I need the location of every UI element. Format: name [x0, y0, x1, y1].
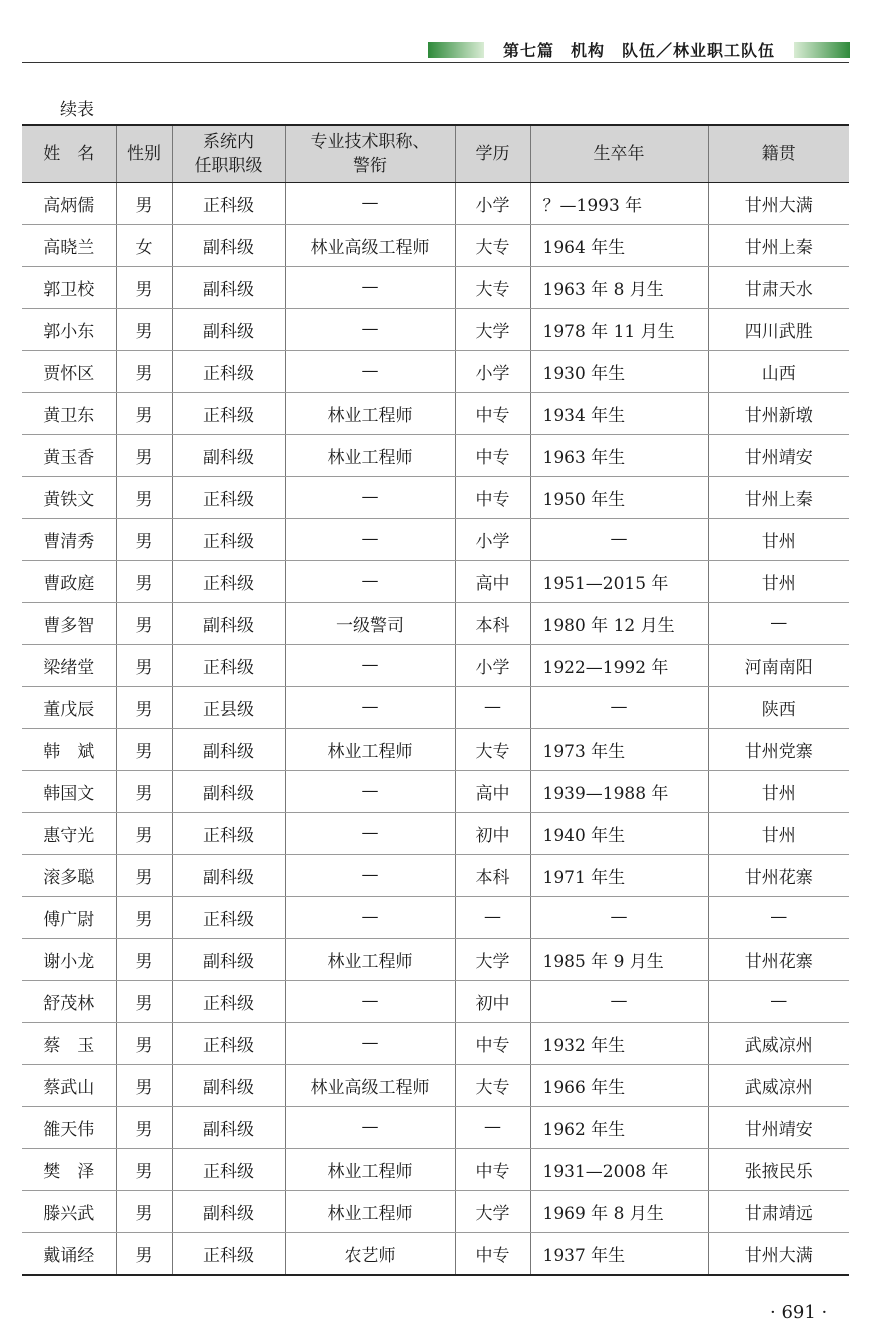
cell-native-place: 甘州靖安 — [708, 1106, 849, 1148]
cell-gender: 男 — [116, 686, 172, 728]
cell-name: 曹多智 — [22, 602, 116, 644]
table-row — [22, 602, 849, 644]
cell-gender: 男 — [116, 1148, 172, 1190]
cell-name: 蔡 玉 — [22, 1022, 116, 1064]
cell-title: — — [285, 896, 455, 938]
cell-gender: 男 — [116, 560, 172, 602]
cell-native-place: 武威凉州 — [708, 1022, 849, 1064]
page-number: · 691 · — [770, 1302, 828, 1323]
cell-gender: 男 — [116, 1232, 172, 1275]
cell-life-years: 1963 年 8 月生 — [530, 266, 708, 308]
cell-native-place: 陕西 — [708, 686, 849, 728]
cell-education: 中专 — [455, 392, 530, 434]
cell-name: 韩 斌 — [22, 728, 116, 770]
cell-rank: 副科级 — [172, 602, 285, 644]
cell-name: 曹政庭 — [22, 560, 116, 602]
table-header-row — [22, 125, 849, 182]
cell-native-place: 甘州 — [708, 560, 849, 602]
cell-title: 林业工程师 — [285, 938, 455, 980]
column-header-gender — [116, 125, 172, 182]
table-row — [22, 434, 849, 476]
cell-gender: 男 — [116, 1022, 172, 1064]
cell-native-place: 甘州大满 — [708, 1232, 849, 1275]
cell-life-years: 1951—2015 年 — [530, 560, 708, 602]
cell-rank: 正科级 — [172, 812, 285, 854]
cell-title: 林业高级工程师 — [285, 1064, 455, 1106]
column-header-life-years — [530, 125, 708, 182]
column-header-text: 姓 名 — [43, 143, 95, 164]
cell-life-years: 1978 年 11 月生 — [530, 308, 708, 350]
column-header-name — [22, 125, 116, 182]
cell-education: — — [455, 1106, 530, 1148]
cell-education: 初中 — [455, 812, 530, 854]
cell-gender: 男 — [116, 1190, 172, 1232]
cell-title: — — [285, 518, 455, 560]
header-bar-right-decoration — [794, 42, 850, 58]
cell-education: 小学 — [455, 350, 530, 392]
cell-rank: 副科级 — [172, 224, 285, 266]
cell-rank: 正科级 — [172, 518, 285, 560]
cell-life-years: 1934 年生 — [530, 392, 708, 434]
cell-gender: 男 — [116, 350, 172, 392]
table-row — [22, 224, 849, 266]
cell-gender: 男 — [116, 182, 172, 224]
table-row — [22, 938, 849, 980]
table-row — [22, 728, 849, 770]
cell-native-place: 甘州花寨 — [708, 938, 849, 980]
cell-native-place: 甘州靖安 — [708, 434, 849, 476]
cell-gender: 男 — [116, 812, 172, 854]
cell-life-years: 1969 年 8 月生 — [530, 1190, 708, 1232]
header-title: 第七篇 机构 队伍／林业职工队伍 — [502, 41, 775, 60]
cell-rank: 正科级 — [172, 1148, 285, 1190]
table-row — [22, 308, 849, 350]
cell-rank: 正科级 — [172, 896, 285, 938]
cell-name: 贾怀区 — [22, 350, 116, 392]
table-row — [22, 770, 849, 812]
cell-life-years: 1966 年生 — [530, 1064, 708, 1106]
cell-life-years: 1939—1988 年 — [530, 770, 708, 812]
cell-native-place: — — [708, 980, 849, 1022]
cell-title: 林业工程师 — [285, 728, 455, 770]
cell-native-place: 甘州 — [708, 770, 849, 812]
cell-name: 曹清秀 — [22, 518, 116, 560]
cell-life-years: 1962 年生 — [530, 1106, 708, 1148]
column-header-text: 生卒年 — [593, 143, 645, 164]
cell-name: 黄铁文 — [22, 476, 116, 518]
cell-education: 本科 — [455, 854, 530, 896]
cell-gender: 男 — [116, 518, 172, 560]
table-row — [22, 1190, 849, 1232]
column-header-text: 警衔 — [353, 155, 387, 176]
cell-gender: 男 — [116, 938, 172, 980]
cell-life-years: 1980 年 12 月生 — [530, 602, 708, 644]
cell-rank: 副科级 — [172, 434, 285, 476]
personnel-table — [22, 124, 849, 1276]
cell-gender: 男 — [116, 1064, 172, 1106]
cell-name: 梁绪堂 — [22, 644, 116, 686]
header-bar-left-decoration — [428, 42, 484, 58]
cell-education: 大学 — [455, 308, 530, 350]
cell-rank: 正科级 — [172, 560, 285, 602]
cell-gender: 男 — [116, 266, 172, 308]
cell-name: 滕兴武 — [22, 1190, 116, 1232]
table-row — [22, 560, 849, 602]
cell-native-place: 甘肃靖远 — [708, 1190, 849, 1232]
cell-title: 林业高级工程师 — [285, 224, 455, 266]
table-row — [22, 896, 849, 938]
cell-rank: 正科级 — [172, 476, 285, 518]
cell-native-place: 甘州 — [708, 812, 849, 854]
cell-title: — — [285, 560, 455, 602]
cell-title: 农艺师 — [285, 1232, 455, 1275]
cell-life-years: 1940 年生 — [530, 812, 708, 854]
cell-name: 蔡武山 — [22, 1064, 116, 1106]
cell-education: 小学 — [455, 644, 530, 686]
cell-gender: 男 — [116, 434, 172, 476]
cell-education: — — [455, 896, 530, 938]
table-row — [22, 350, 849, 392]
table-row — [22, 686, 849, 728]
cell-rank: 正科级 — [172, 1232, 285, 1275]
cell-rank: 正科级 — [172, 980, 285, 1022]
cell-education: 大专 — [455, 224, 530, 266]
cell-name: 高晓兰 — [22, 224, 116, 266]
cell-life-years: 1922—1992 年 — [530, 644, 708, 686]
cell-native-place: 甘州 — [708, 518, 849, 560]
table-row — [22, 392, 849, 434]
cell-name: 傅广尉 — [22, 896, 116, 938]
table-row — [22, 854, 849, 896]
cell-gender: 男 — [116, 980, 172, 1022]
cell-title: — — [285, 266, 455, 308]
cell-education: 大专 — [455, 728, 530, 770]
cell-rank: 正科级 — [172, 182, 285, 224]
cell-education: 高中 — [455, 770, 530, 812]
cell-education: 中专 — [455, 1148, 530, 1190]
column-header-text: 系统内 — [203, 131, 254, 152]
cell-education: 中专 — [455, 476, 530, 518]
cell-native-place: 甘州新墩 — [708, 392, 849, 434]
cell-name: 韩国文 — [22, 770, 116, 812]
cell-education: 大专 — [455, 1064, 530, 1106]
column-header-text: 学历 — [475, 143, 510, 164]
cell-title: — — [285, 686, 455, 728]
cell-native-place: 甘州党寨 — [708, 728, 849, 770]
cell-title: 一级警司 — [285, 602, 455, 644]
cell-native-place: 甘肃天水 — [708, 266, 849, 308]
cell-life-years: 1973 年生 — [530, 728, 708, 770]
cell-education: 高中 — [455, 560, 530, 602]
cell-education: 中专 — [455, 1232, 530, 1275]
table-row — [22, 812, 849, 854]
cell-rank: 副科级 — [172, 266, 285, 308]
cell-gender: 男 — [116, 896, 172, 938]
table-row — [22, 1106, 849, 1148]
cell-life-years: 1950 年生 — [530, 476, 708, 518]
column-header-text: 专业技术职称、 — [310, 131, 430, 152]
cell-life-years: 1985 年 9 月生 — [530, 938, 708, 980]
cell-rank: 副科级 — [172, 770, 285, 812]
cell-native-place: — — [708, 896, 849, 938]
cell-title: 林业工程师 — [285, 392, 455, 434]
cell-title: — — [285, 980, 455, 1022]
cell-rank: 副科级 — [172, 1064, 285, 1106]
cell-title: 林业工程师 — [285, 1148, 455, 1190]
cell-life-years: ？—1993 年 — [530, 182, 708, 224]
cell-title: — — [285, 1106, 455, 1148]
cell-name: 黄玉香 — [22, 434, 116, 476]
table-row — [22, 518, 849, 560]
table-row — [22, 1232, 849, 1275]
cell-gender: 男 — [116, 728, 172, 770]
cell-rank: 副科级 — [172, 854, 285, 896]
cell-native-place: 河南南阳 — [708, 644, 849, 686]
cell-gender: 男 — [116, 644, 172, 686]
cell-life-years: — — [530, 980, 708, 1022]
cell-life-years: 1963 年生 — [530, 434, 708, 476]
cell-title: — — [285, 812, 455, 854]
cell-life-years: 1932 年生 — [530, 1022, 708, 1064]
table-body — [22, 182, 849, 1275]
cell-title: — — [285, 770, 455, 812]
column-header-education — [455, 125, 530, 182]
cell-rank: 副科级 — [172, 728, 285, 770]
cell-life-years: — — [530, 518, 708, 560]
cell-name: 谢小龙 — [22, 938, 116, 980]
cell-gender: 男 — [116, 770, 172, 812]
cell-education: 小学 — [455, 182, 530, 224]
cell-native-place: 武威凉州 — [708, 1064, 849, 1106]
cell-rank: 正科级 — [172, 350, 285, 392]
column-header-text: 任职职级 — [194, 155, 263, 176]
cell-education: 大专 — [455, 266, 530, 308]
table-row — [22, 476, 849, 518]
cell-rank: 正科级 — [172, 644, 285, 686]
cell-rank: 副科级 — [172, 308, 285, 350]
table-row — [22, 182, 849, 224]
cell-title: 林业工程师 — [285, 1190, 455, 1232]
cell-education: 初中 — [455, 980, 530, 1022]
cell-gender: 女 — [116, 224, 172, 266]
cell-life-years: 1937 年生 — [530, 1232, 708, 1275]
cell-gender: 男 — [116, 1106, 172, 1148]
column-header-text: 性别 — [127, 143, 161, 164]
cell-native-place: — — [708, 602, 849, 644]
cell-title: — — [285, 308, 455, 350]
table-row — [22, 1022, 849, 1064]
cell-rank: 副科级 — [172, 938, 285, 980]
cell-name: 董戊辰 — [22, 686, 116, 728]
table-row — [22, 266, 849, 308]
cell-rank: 副科级 — [172, 1190, 285, 1232]
cell-life-years: 1964 年生 — [530, 224, 708, 266]
cell-name: 郭卫校 — [22, 266, 116, 308]
cell-education: 本科 — [455, 602, 530, 644]
column-header-native-place — [708, 125, 849, 182]
cell-gender: 男 — [116, 602, 172, 644]
cell-education: 中专 — [455, 1022, 530, 1064]
column-header-text: 籍贯 — [761, 143, 796, 164]
table-row — [22, 1148, 849, 1190]
cell-name: 惠守光 — [22, 812, 116, 854]
cell-native-place: 张掖民乐 — [708, 1148, 849, 1190]
cell-native-place: 甘州上秦 — [708, 224, 849, 266]
cell-education: 小学 — [455, 518, 530, 560]
cell-name: 郭小东 — [22, 308, 116, 350]
cell-name: 舒茂林 — [22, 980, 116, 1022]
cell-native-place: 四川武胜 — [708, 308, 849, 350]
cell-gender: 男 — [116, 308, 172, 350]
cell-education: — — [455, 686, 530, 728]
cell-name: 高炳儒 — [22, 182, 116, 224]
cell-title: — — [285, 854, 455, 896]
cell-name: 滚多聪 — [22, 854, 116, 896]
cell-rank: 正科级 — [172, 1022, 285, 1064]
cell-title: — — [285, 350, 455, 392]
cell-education: 大学 — [455, 1190, 530, 1232]
cell-life-years: 1930 年生 — [530, 350, 708, 392]
cell-life-years: — — [530, 896, 708, 938]
cell-education: 中专 — [455, 434, 530, 476]
cell-gender: 男 — [116, 854, 172, 896]
cell-native-place: 甘州大满 — [708, 182, 849, 224]
cell-rank: 正县级 — [172, 686, 285, 728]
cell-gender: 男 — [116, 392, 172, 434]
table-row — [22, 980, 849, 1022]
column-header-rank — [172, 125, 285, 182]
continued-label: 续表 — [60, 100, 94, 120]
cell-rank: 正科级 — [172, 392, 285, 434]
running-header — [428, 40, 850, 62]
cell-rank: 副科级 — [172, 1106, 285, 1148]
table-row — [22, 644, 849, 686]
cell-title: — — [285, 644, 455, 686]
cell-life-years: 1931—2008 年 — [530, 1148, 708, 1190]
cell-education: 大学 — [455, 938, 530, 980]
cell-title: — — [285, 182, 455, 224]
cell-native-place: 甘州上秦 — [708, 476, 849, 518]
cell-name: 樊 泽 — [22, 1148, 116, 1190]
cell-title: — — [285, 1022, 455, 1064]
table-row — [22, 1064, 849, 1106]
cell-native-place: 山西 — [708, 350, 849, 392]
cell-life-years: — — [530, 686, 708, 728]
cell-life-years: 1971 年生 — [530, 854, 708, 896]
header-divider — [22, 62, 849, 63]
cell-name: 雒天伟 — [22, 1106, 116, 1148]
cell-title: 林业工程师 — [285, 434, 455, 476]
cell-name: 黄卫东 — [22, 392, 116, 434]
cell-name: 戴诵经 — [22, 1232, 116, 1275]
cell-gender: 男 — [116, 476, 172, 518]
cell-title: — — [285, 476, 455, 518]
cell-native-place: 甘州花寨 — [708, 854, 849, 896]
column-header-title — [285, 125, 455, 182]
